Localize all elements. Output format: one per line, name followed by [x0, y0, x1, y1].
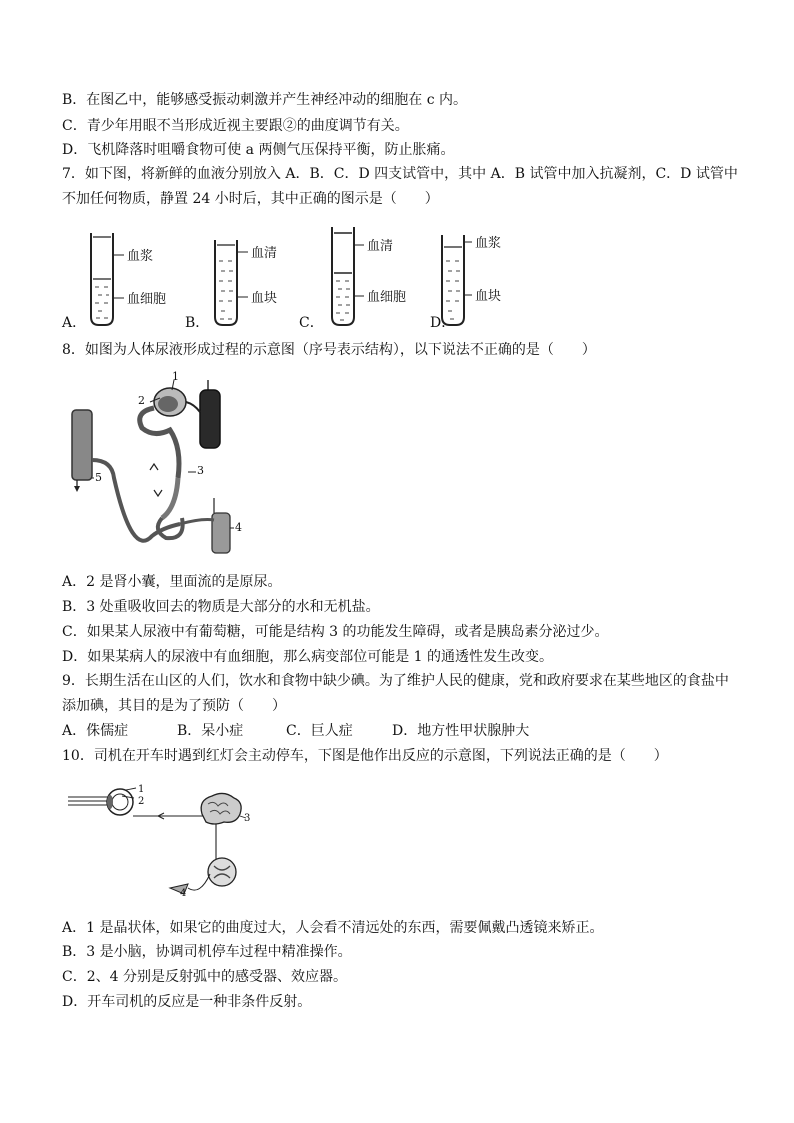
reflex-label-3: 3: [244, 813, 251, 824]
tube-a-letter: A．: [62, 315, 87, 331]
q10-option-a: A．1 是晶状体，如果它的曲度过大，人会看不清远处的东西，需要佩戴凸透镜来矫正。: [62, 920, 604, 936]
q9-option-b: B．呆小症: [177, 723, 244, 739]
tube-b: [215, 240, 248, 325]
tube-a-bottom-label: 血细胞: [127, 292, 167, 307]
q9-stem-line1: 9．长期生活在山区的人们，饮水和食物中缺少碘。为了维护人民的健康，党和政府要求在某些地区的食盐中: [62, 673, 729, 689]
tube-c-bottom-label: 血细胞: [367, 290, 407, 305]
tube-d-bottom-label: 血块: [475, 289, 502, 304]
q6-option-b: B．在图乙中，能够感受振动刺激并产生神经冲动的细胞在 c 内。: [62, 92, 468, 108]
tube-d-top-label: 血浆: [475, 236, 502, 251]
q8-option-a: A．2 是肾小囊，里面流的是原尿。: [62, 574, 282, 590]
nephron-label-4: 4: [235, 521, 242, 534]
q9-stem-line2: 添加碘，其目的是为了预防（ ）: [62, 698, 286, 714]
q6-option-c: C．青少年用眼不当形成近视主要跟②的曲度调节有关。: [62, 118, 409, 134]
tube-d-letter: D．: [430, 315, 456, 331]
reflex-label-1: 1: [138, 784, 145, 795]
nephron-drawing: [62, 368, 252, 560]
tube-b-bottom-label: 血块: [251, 291, 278, 306]
q10-option-c: C．2、4 分别是反射弧中的感受器、效应器。: [62, 969, 347, 985]
tube-a-top-label: 血浆: [127, 249, 154, 264]
q10-option-b: B．3 是小脑，协调司机停车过程中精准操作。: [62, 944, 352, 960]
q6-option-d: D．飞机降落时咀嚼食物可使 a 两侧气压保持平衡，防止胀痛。: [62, 142, 455, 158]
tube-d: [442, 235, 472, 325]
q9-option-d: D．地方性甲状腺肿大: [392, 723, 530, 739]
tube-c-letter: C．: [299, 315, 324, 331]
reflex-label-4: 4: [180, 888, 187, 899]
tube-b-top-label: 血清: [251, 246, 278, 261]
tube-b-letter: B．: [185, 315, 210, 331]
q10-stem: 10．司机在开车时遇到红灯会主动停车，下图是他作出反应的示意图，下列说法正确的是（ ）: [62, 748, 668, 764]
q8-option-b: B．3 处重吸收回去的物质是大部分的水和无机盐。: [62, 599, 380, 615]
q9-option-a: A．侏儒症: [62, 723, 129, 739]
tube-a: [91, 233, 124, 325]
nephron-figure: [62, 368, 252, 560]
q8-option-c: C．如果某人尿液中有葡萄糖，可能是结构 3 的功能发生障碍，或者是胰岛素分泌过少。: [62, 624, 609, 640]
reflex-figure: [64, 780, 264, 904]
reflex-label-2: 2: [138, 796, 145, 807]
reflex-drawing: [64, 780, 264, 904]
q8-stem: 8．如图为人体尿液形成过程的示意图（序号表示结构），以下说法不正确的是（ ）: [62, 342, 596, 358]
q9-option-c: C．巨人症: [286, 723, 353, 739]
nephron-label-1: 1: [172, 370, 179, 383]
q7-stem-line1: 7．如下图，将新鲜的血液分别放入 A．B．C．D 四支试管中，其中 A．B 试管中加入抗凝剂，C．D 试管中: [62, 166, 738, 182]
nephron-label-2: 2: [138, 394, 145, 407]
tube-c-top-label: 血清: [367, 239, 394, 254]
q7-stem-line2: 不加任何物质，静置 24 小时后，其中正确的图示是（ ）: [62, 191, 439, 207]
nephron-label-3: 3: [197, 464, 204, 477]
tube-c: [332, 227, 364, 325]
q10-option-d: D．开车司机的反应是一种非条件反射。: [62, 994, 312, 1010]
q8-option-d: D．如果某病人的尿液中有血细胞，那么病变部位可能是 1 的通透性发生改变。: [62, 649, 554, 665]
nephron-label-5: 5: [95, 471, 102, 484]
